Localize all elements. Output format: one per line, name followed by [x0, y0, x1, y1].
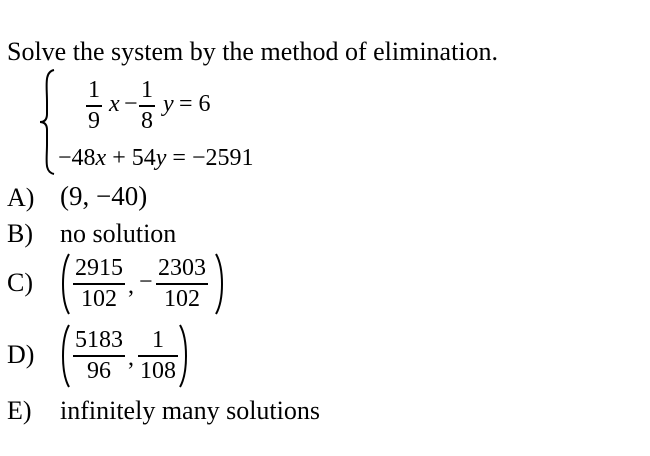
question-prompt: Solve the system by the method of elimination. — [7, 37, 499, 66]
option-d-left-paren — [59, 323, 71, 389]
option-d-frac1: 5183 96 — [75, 327, 123, 384]
option-a-text: (9, −40) — [60, 181, 148, 211]
option-c-separator: , — [128, 273, 134, 299]
option-b-text: no solution — [60, 219, 177, 248]
option-c-negative: − — [139, 269, 153, 295]
eq1-var-y: y — [163, 91, 174, 117]
option-c-frac1: 2915 102 — [75, 255, 123, 312]
option-e-letter: E) — [7, 396, 32, 425]
option-d-letter: D) — [7, 340, 35, 369]
eq1-rhs: = 6 — [179, 91, 211, 117]
option-b-letter: B) — [7, 219, 33, 248]
eq2-line: −48x + 54y = −2591 — [58, 145, 254, 171]
option-c-right-paren — [214, 252, 226, 316]
option-d-frac2: 1 108 — [140, 327, 176, 384]
eq1-operator: − — [124, 91, 138, 117]
option-d-right-paren — [178, 323, 190, 389]
eq1-frac2: 1 8 — [141, 77, 153, 134]
option-e-text: infinitely many solutions — [60, 396, 320, 425]
eq1-frac1: 1 9 — [88, 77, 100, 134]
eq1-var-x: x — [109, 91, 120, 117]
system-brace — [38, 68, 58, 176]
option-d-separator: , — [128, 345, 134, 371]
option-c-frac2: 2303 102 — [158, 255, 206, 312]
option-c-letter: C) — [7, 268, 33, 297]
option-a-letter: A) — [7, 183, 35, 212]
option-c-left-paren — [59, 252, 71, 316]
